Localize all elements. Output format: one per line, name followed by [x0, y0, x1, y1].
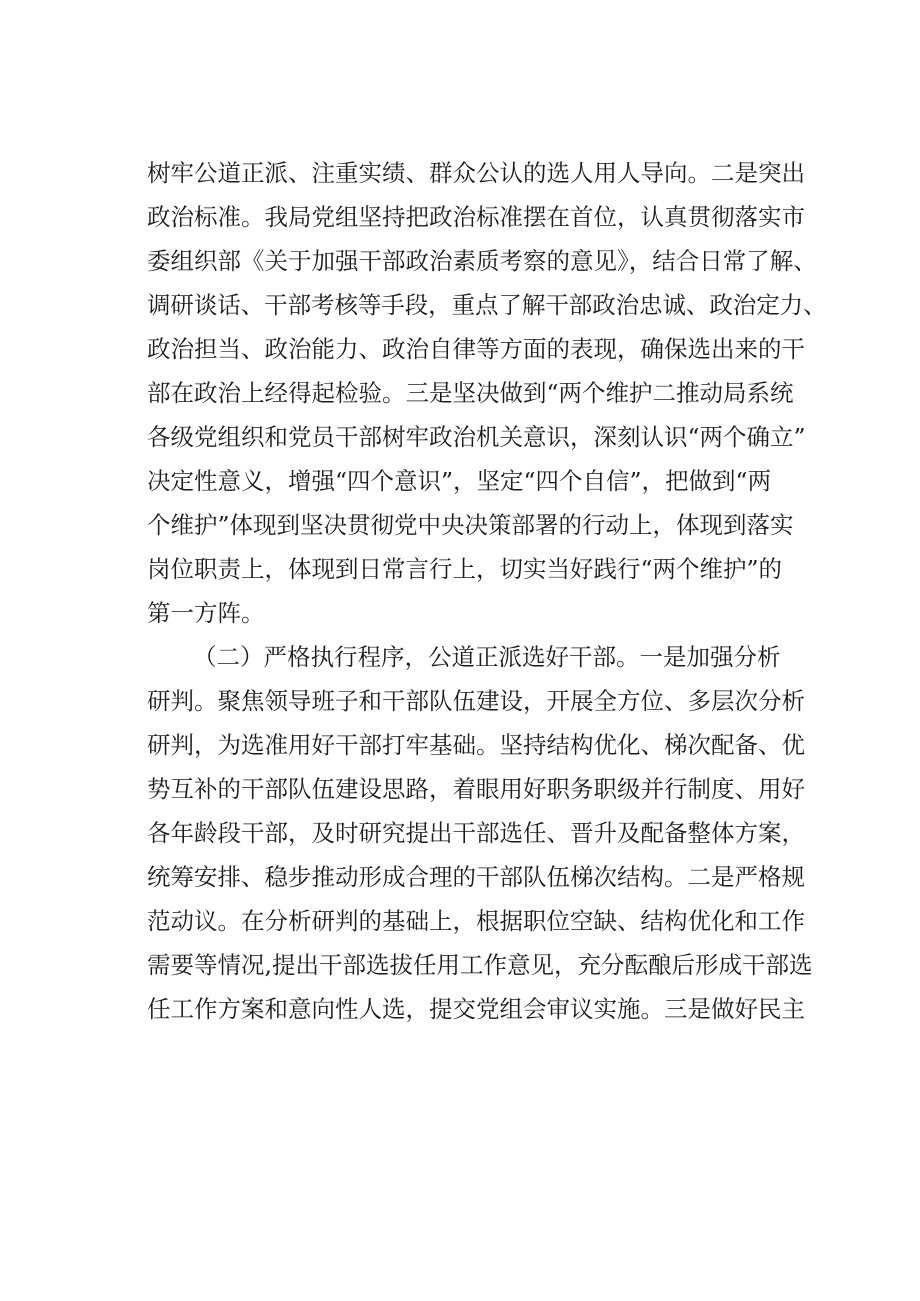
paragraph-line: 各年龄段干部，及时研究提出干部选任、晋升及配备整体方案，: [147, 819, 805, 847]
paragraph-line: 任工作方案和意向性人选，提交党组会审议实施。三是做好民主: [147, 995, 805, 1023]
paragraph-line: 部在政治上经得起检验。三是坚决做到“两个维护二推动局系统: [147, 379, 794, 407]
section-heading-line: （二）严格执行程序，公道正派选好干部。一是加强分析: [193, 643, 781, 671]
paragraph-line: 个维护”体现到坚决贯彻党中央决策部署的行动上，体现到落实: [147, 511, 794, 539]
paragraph-line: 第一方阵。: [147, 599, 265, 627]
paragraph-line: 范动议。在分析研判的基础上，根据职位空缺、结构优化和工作: [147, 907, 805, 935]
paragraph-line: 势互补的干部队伍建设思路，着眼用好职务职级并行制度、用好: [147, 775, 805, 803]
paragraph-line: 研判。聚焦领导班子和干部队伍建设，开展全方位、多层次分析: [147, 687, 805, 715]
paragraph-line: 政治担当、政治能力、政治自律等方面的表现，确保选出来的干: [147, 335, 805, 363]
paragraph-line: 统筹安排、稳步推动形成合理的干部队伍梯次结构。二是严格规: [147, 863, 805, 891]
paragraph-line: 决定性意义，增强“四个意识”，坚定“四个自信”，把做到“两: [147, 467, 772, 495]
paragraph-line: 调研谈话、干部考核等手段，重点了解干部政治忠诚、政治定力、: [147, 291, 827, 319]
paragraph-line: 政治标准。我局党组坚持把政治标准摆在首位，认真贯彻落实市: [147, 203, 805, 231]
paragraph-line: 委组织部《关于加强干部政治素质考察的意见》，结合日常了解、: [147, 247, 817, 275]
paragraph-line: 研判，为选准用好干部打牢基础。坚持结构优化、梯次配备、优: [147, 731, 805, 759]
paragraph-line: 树牢公道正派、注重实绩、群众公认的选人用人导向。二是突出: [147, 159, 805, 187]
paragraph-line: 需要等情况,提出干部选拔任用工作意见，充分酝酿后形成干部选: [147, 951, 813, 979]
paragraph-line: 各级党组织和党员干部树牢政治机关意识，深刻认识“两个确立”: [147, 423, 806, 451]
paragraph-line: 岗位职责上，体现到日常言行上，切实当好践行“两个维护”的: [147, 555, 783, 583]
